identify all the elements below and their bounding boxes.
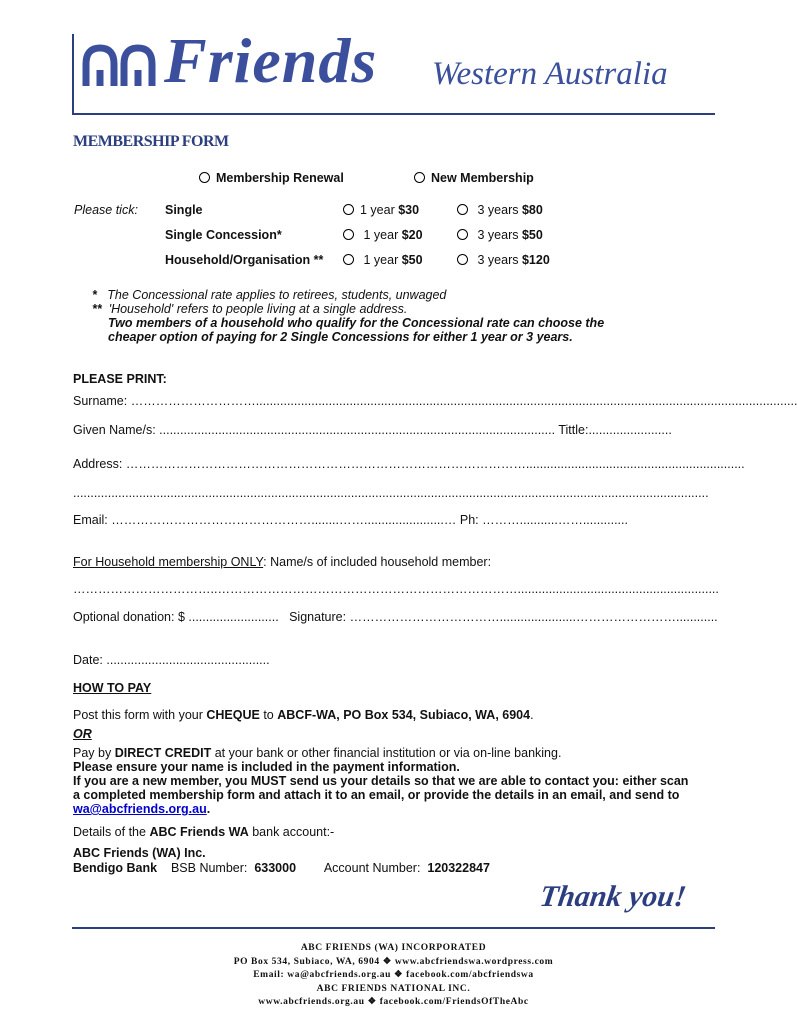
- given-name-label: Given Name/s:: [73, 423, 156, 437]
- text: ABCF-WA, PO Box 534, Subiaco, WA, 6904: [277, 708, 531, 722]
- renewal-option[interactable]: [199, 171, 344, 185]
- donation-field[interactable]: ..........................: [188, 610, 279, 624]
- term-label: 3 years: [477, 228, 519, 242]
- household-3yr-option[interactable]: [457, 253, 550, 267]
- radio[interactable]: [457, 204, 468, 215]
- household-1yr-option[interactable]: [343, 253, 423, 267]
- footer-rule: [72, 927, 715, 929]
- account-number: 120322847: [427, 861, 490, 875]
- text: ABC Friends WA: [149, 825, 249, 839]
- concession-3yr-option[interactable]: [457, 228, 543, 242]
- row-concession-label: Single Concession*: [165, 228, 282, 242]
- household-only-row: [73, 555, 491, 569]
- account-name: ABC Friends (WA) Inc.: [73, 846, 206, 860]
- note-mark: **: [92, 302, 102, 316]
- text: at your bank or other financial institution or via on-line banking.: [211, 746, 562, 760]
- row-single-label: Single: [165, 203, 203, 217]
- email-link-row: [73, 802, 210, 816]
- footer-website[interactable]: www.abcfriendswa.wordpress.com: [394, 956, 554, 967]
- concession-1yr-option[interactable]: [343, 228, 423, 242]
- footer-national-website[interactable]: www.abcfriends.org.au: [258, 997, 365, 1007]
- date-row: [73, 653, 270, 667]
- term-label: 1 year: [360, 203, 395, 217]
- text: .: [530, 708, 534, 722]
- note-text: The Concessional rate applies to retirees, students, unwaged: [107, 288, 447, 302]
- single-1yr-option[interactable]: [343, 203, 419, 217]
- address-line-2[interactable]: .......................................................................................................................................................................................: [73, 486, 709, 500]
- bullet-icon: ❖: [382, 956, 392, 967]
- bank-row: [73, 861, 490, 875]
- footer-email[interactable]: Email: wa@abcfriends.org.au: [253, 970, 391, 980]
- bsb-number: 633000: [254, 861, 297, 875]
- abc-logo-icon: [80, 42, 158, 92]
- price: $20: [401, 228, 423, 242]
- new-member-note-2: a completed membership form and attach it to an email, or provide the details in an email, and send to: [73, 788, 680, 802]
- new-membership-radio[interactable]: [414, 172, 425, 183]
- price: $30: [398, 203, 420, 217]
- footer-email-line: [72, 969, 715, 983]
- surname-label: Surname:: [73, 394, 128, 408]
- footer-org: ABC FRIENDS (WA) INCORPORATED: [300, 943, 487, 953]
- phone-field[interactable]: ………...........…….............: [482, 513, 628, 527]
- radio[interactable]: [457, 254, 468, 265]
- logo-friends-word: Friends: [164, 25, 378, 96]
- new-member-note-1: If you are a new member, you MUST send us your details so that we are able to contact you: either scan: [73, 774, 689, 788]
- thank-you-signature: Thank you!: [537, 880, 689, 913]
- household-only-label: For Household membership ONLY: [73, 555, 264, 569]
- price: $50: [521, 228, 543, 242]
- donation-row: [73, 610, 718, 624]
- title-label: Tittle:: [558, 423, 589, 437]
- term-label: 1 year: [363, 253, 399, 267]
- bank-details-intro: [73, 825, 334, 839]
- address-row: [73, 457, 745, 471]
- text: CHEQUE: [206, 708, 260, 722]
- post-instruction: [73, 708, 534, 722]
- note-household: [92, 302, 407, 316]
- note-two-members: Two members of a household who qualify for the Concessional rate can choose the: [108, 316, 605, 330]
- how-to-pay-heading: HOW TO PAY: [73, 681, 152, 695]
- footer-national-links: [72, 996, 715, 1010]
- new-membership-label: New Membership: [431, 171, 534, 185]
- footer-facebook[interactable]: facebook.com/abcfriendswa: [406, 970, 534, 980]
- date-label: Date:: [73, 653, 103, 667]
- text: to: [259, 708, 278, 722]
- bullet-icon: ❖: [393, 970, 404, 980]
- radio[interactable]: [343, 204, 354, 215]
- note-mark: *: [92, 288, 97, 302]
- household-member-field[interactable]: ……………………………..………………………………………………………………..........................................................: [73, 582, 719, 596]
- title-field[interactable]: ........................: [588, 423, 672, 437]
- email-field[interactable]: …………………………………………........…….......................…: [111, 513, 457, 527]
- text: .: [206, 802, 211, 816]
- text: bank account:-: [248, 825, 335, 839]
- term-label: 1 year: [363, 228, 399, 242]
- text: Pay by: [73, 746, 115, 760]
- address-label: Address:: [73, 457, 123, 471]
- note-text: 'Household' refers to people living at a single address.: [108, 302, 408, 316]
- term-label: 3 years: [477, 253, 519, 267]
- email-row: [73, 513, 706, 527]
- bsb-label: BSB Number:: [170, 861, 248, 875]
- renewal-label: Membership Renewal: [216, 171, 344, 185]
- term-label: 3 years: [477, 203, 519, 217]
- logo-region: Western Australia: [432, 56, 668, 92]
- phone-label: Ph:: [459, 513, 479, 527]
- footer-address: PO Box 534, Subiaco, WA, 6904: [233, 956, 380, 967]
- footer: [72, 942, 715, 1010]
- please-tick-label: Please tick:: [74, 203, 138, 217]
- note-concession: [92, 288, 446, 302]
- bank-name: Bendigo Bank: [73, 861, 158, 875]
- bullet-icon: ❖: [367, 997, 377, 1007]
- signature-field[interactable]: ………………………………......................……………………............: [349, 610, 718, 624]
- radio[interactable]: [343, 229, 354, 240]
- text: Details of the: [73, 825, 150, 839]
- given-name-field[interactable]: ..................................................................................................................: [159, 423, 556, 437]
- surname-field[interactable]: …………………………............................................................................................................................................................: [130, 394, 797, 408]
- note-cheaper-option: cheaper option of paying for 2 Single Concessions for either 1 year or 3 years.: [108, 330, 573, 344]
- single-3yr-option[interactable]: [457, 203, 543, 217]
- given-name-row: [73, 423, 706, 437]
- date-field[interactable]: ...............................................: [106, 653, 270, 667]
- please-print-heading: PLEASE PRINT:: [73, 372, 167, 386]
- header-rule: [72, 113, 715, 115]
- account-label: Account Number:: [323, 861, 421, 875]
- new-membership-option[interactable]: [414, 171, 534, 185]
- footer-address-line: [72, 956, 715, 970]
- radio[interactable]: [343, 254, 354, 265]
- address-field[interactable]: ……………………………………………………………………………………...............................................................: [125, 457, 745, 471]
- or-divider: OR: [73, 727, 92, 741]
- radio[interactable]: [457, 229, 468, 240]
- footer-national: ABC FRIENDS NATIONAL INC.: [316, 983, 471, 994]
- email-link[interactable]: wa@abcfriends.org.au: [73, 802, 207, 816]
- surname-row: [73, 394, 797, 408]
- price: $80: [521, 203, 543, 217]
- signature-label: Signature:: [289, 610, 347, 624]
- header-left-bar: [72, 34, 74, 114]
- ensure-name-note: Please ensure your name is included in the payment information.: [73, 760, 460, 774]
- renewal-radio[interactable]: [199, 172, 210, 183]
- footer-national-facebook[interactable]: facebook.com/FriendsOfTheAbc: [379, 997, 529, 1007]
- email-label: Email:: [73, 513, 108, 527]
- text: Post this form with your: [73, 708, 207, 722]
- price: $50: [401, 253, 423, 267]
- direct-credit-instruction: [73, 746, 561, 760]
- text: DIRECT CREDIT: [114, 746, 212, 760]
- row-household-label: Household/Organisation **: [165, 253, 324, 267]
- price: $120: [521, 253, 550, 267]
- form-title: MEMBERSHIP FORM: [73, 133, 229, 150]
- donation-label: Optional donation: $: [73, 610, 185, 624]
- household-member-label: : Name/s of included household member:: [263, 555, 492, 569]
